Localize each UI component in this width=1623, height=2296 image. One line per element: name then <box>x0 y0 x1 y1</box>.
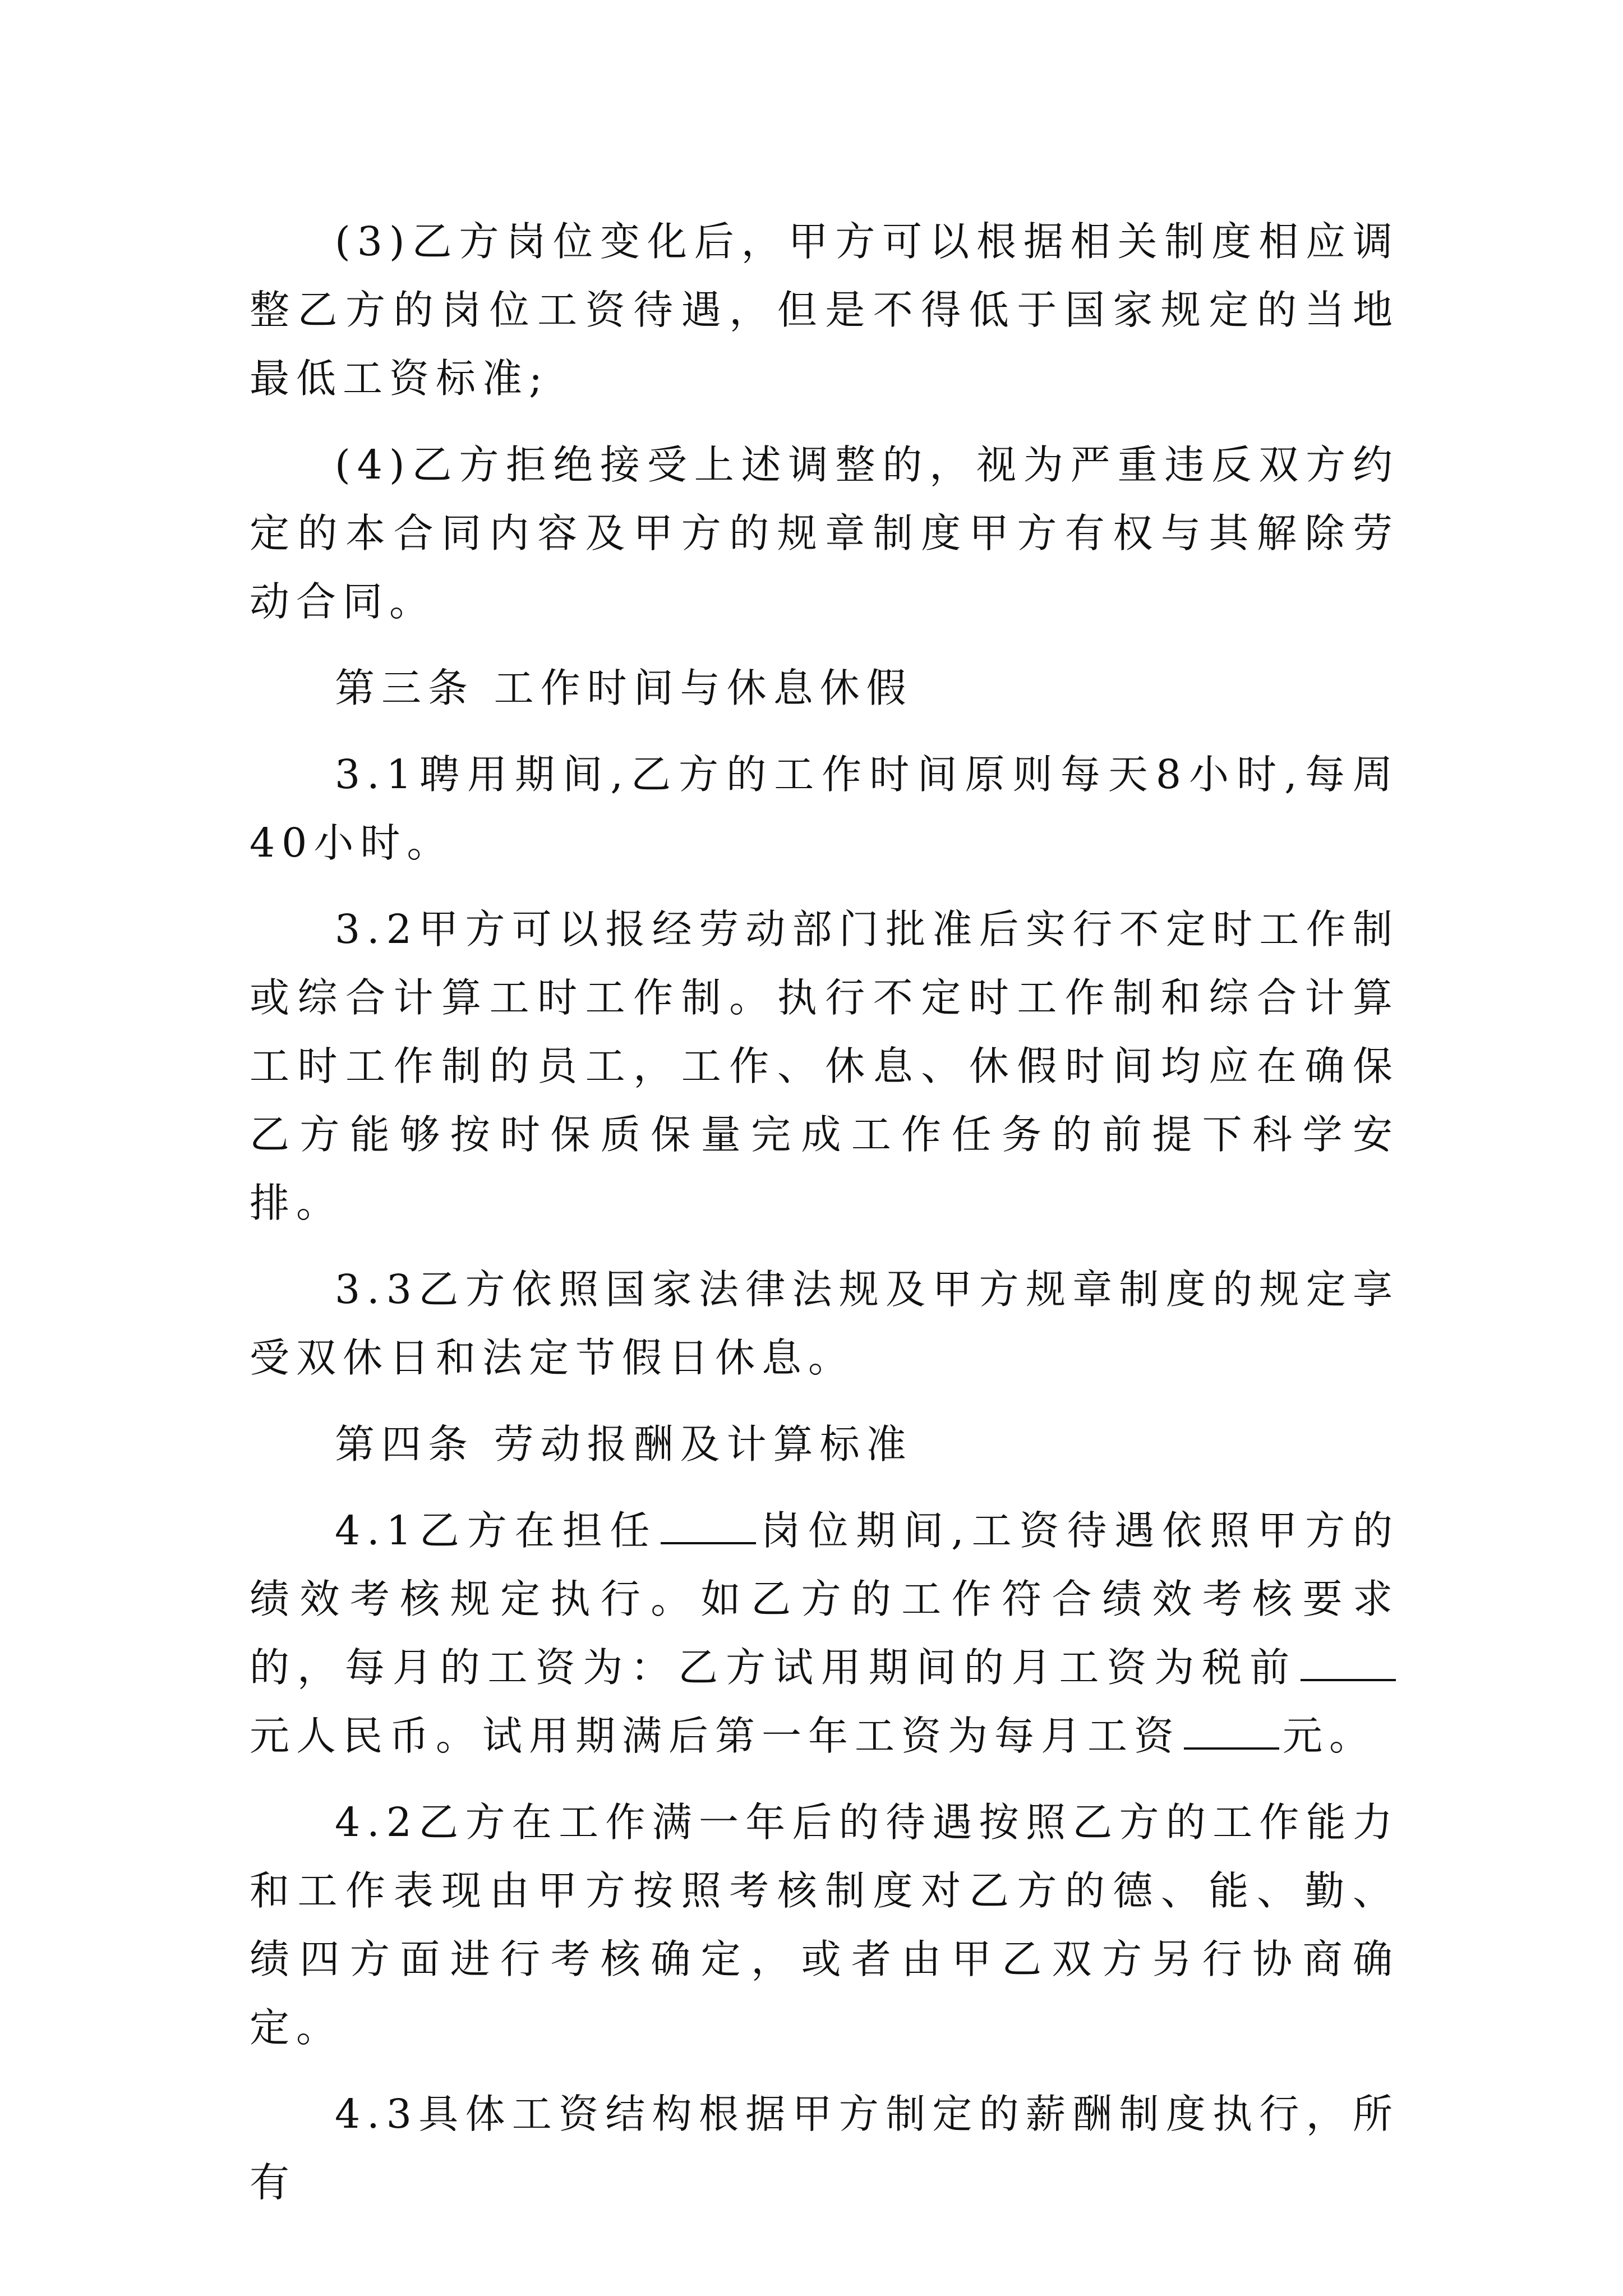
clause-4-1-part-1: 4.1乙方在担任 <box>335 1507 658 1554</box>
clause-4-2: 4.2乙方在工作满一年后的待遇按照乙方的工作能力和工作表现由甲方按照考核制度对乙方的德、能、勤、绩四方面进行考核确定，或者由甲乙双方另行协商确定。 <box>250 1799 1399 2051</box>
first-year-salary-blank <box>1184 1714 1279 1750</box>
clause-4-1 <box>250 1497 1399 1770</box>
clause-2-item-4: (4)乙方拒绝接受上述调整的，视为严重违反双方约定的本合同内容及甲方的规章制度甲方有权与其解除劳动合同。 <box>250 441 1399 625</box>
clause-3-2: 3.2甲方可以报经劳动部门批准后实行不定时工作制或综合计算工时工作制。执行不定时工作制和综合计算工时工作制的员工，工作、休息、休假时间均应在确保乙方能够按时保质保量完成工作任务的前提下科学安排。 <box>250 906 1399 1226</box>
clause-2-item-3: (3)乙方岗位变化后，甲方可以根据相关制度相应调整乙方的岗位工资待遇，但是不得低于国家规定的当地最低工资标准; <box>250 218 1399 402</box>
clause-4-1-part-3: 元人民币。试用期满后第一年工资为每月工资 <box>250 1713 1181 1759</box>
probation-salary-blank <box>1301 1645 1396 1681</box>
clause-3-1: 3.1聘用期间,乙方的工作时间原则每天8小时,每周40小时。 <box>250 751 1399 866</box>
article-4-heading: 第四条 劳动报酬及计算标准 <box>335 1421 913 1467</box>
clause-4-1-part-4: 元。 <box>1283 1713 1376 1759</box>
clause-4-1-part-2: 岗位期间,工资待遇依照甲方的绩效考核规定执行。如乙方的工作符合绩效考核要求的，每月的工资为：乙方试用期间的月工资为税前 <box>250 1507 1399 1691</box>
position-blank <box>661 1508 756 1544</box>
clause-3-3: 3.3乙方依照国家法律法规及甲方规章制度的规定享受双休日和法定节假日休息。 <box>250 1266 1399 1381</box>
article-3-heading: 第三条 工作时间与休息休假 <box>335 665 913 711</box>
clause-4-3: 4.3具体工资结构根据甲方制定的薪酬制度执行，所有 <box>250 2091 1399 2206</box>
document-body <box>250 208 1399 2235</box>
